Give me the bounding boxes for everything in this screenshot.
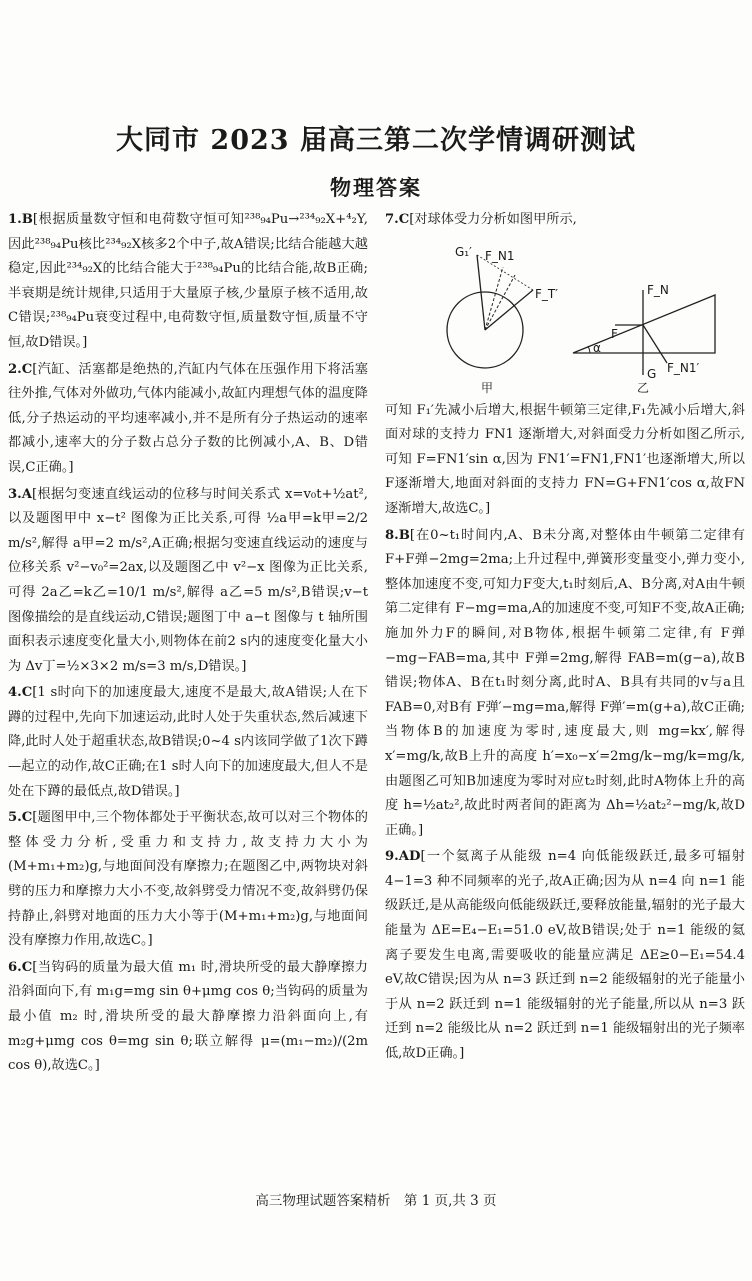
label-alpha: α bbox=[593, 340, 601, 355]
answer-item: 6.C[当钩码的质量为最大值 m₁ 时,滑块所受的最大静摩擦力沿斜面向下,有 m₁g=mg sin θ+μmg cos θ;当钩码的质量为最小值 m₂ 时,滑块所受的最大静摩擦力沿斜面向上,有 m₂g+μmg cos θ=mg sin θ;联立解得 μ=(m₁−m₂)/(2m cos θ),故选C。] bbox=[8, 959, 368, 1074]
answer-item: 2.C[汽缸、活塞都是绝热的,汽缸内气体在压强作用下将活塞往外推,气体对外做功,气体内能减小,故缸内理想气体的温度降低,分子热运动的平均速率减小,并不是所有分子热运动的速率都减小,速率大的分子数占总分子数的比例减小,A、B、D错误,C正确。] bbox=[8, 361, 368, 475]
page-title: 大同市 2023 届高三第二次学情调研测试 bbox=[116, 125, 636, 156]
label-ft: F_T′ bbox=[535, 286, 558, 301]
label-yi: 乙 bbox=[637, 380, 650, 395]
label-fn1: F_N1 bbox=[485, 248, 515, 263]
force-diagram bbox=[385, 235, 745, 395]
answer-item: 8.B[在0~t₁时间内,A、B未分离,对整体由牛顿第二定律有 F+F弹−2mg=2ma;上升过程中,弹簧形变量变小,弹力变小,整体加速度不变,可知力F变大,t₁时刻后,A、B分离,对A由牛顿第二定律有 F−mg=ma,A的加速度不变,可知F不变,故A正确;施加外力F的瞬间,对B物体,根据牛顿第二定律,有 F弹−mg−FAB=ma,其中 F弹=2mg,解得 FAB=m(g−a),故B错误;物体A、B在t₁时刻分离,此时A、B具有共同的v与a且 FAB=0,对B有 F弹′−mg=ma,解得 F弹′=m(g+a),故C正确;当物体B的加速度为零时,速度最大,则 mg=kx′,解得 x′=mg/k,故B上升的高度 h′=x₀−x′=2mg/k−mg/k=mg/k,由题图乙可知B加速度为零时对应t₂时刻,此时A物体上升的高度 h=½at₂²,故此时两者间的距离为 Δh=½at₂²−mg/k,故D正确。] bbox=[385, 527, 745, 838]
page-subtitle: 物理答案 bbox=[330, 175, 422, 200]
label-jia: 甲 bbox=[481, 380, 494, 395]
answer-item: 7.C[对球体受力分析如图甲所示, bbox=[385, 212, 577, 227]
label-f: F bbox=[611, 326, 618, 341]
answer-item: 9.AD[一个氦离子从能级 n=4 向低能级跃迁,最多可辐射 4−1=3 种不同频率的光子,故A正确;因为从 n=4 向 n=1 能级跃迁,是从高能级向低能级跃迁,要释放能量,辐射的光子最大能量为 ΔE=E₄−E₁=51.0 eV,故B错误;处于 n=1 能级的氦离子要发生电离,需要吸收的能量应满足 ΔE≥0−E₁=54.4 eV,故C错误;因为从 n=3 跃迁到 n=2 能级辐射的光子能量小于从 n=2 跃迁到 n=1 能级辐射的光子能量,所以从 n=3 跃迁到 n=2 能级比从 n=2 跃迁到 n=1 能级辐射出的光子频率低,故D正确。] bbox=[385, 849, 745, 1062]
page-footer: 高三物理试题答案精析 第 1 页,共 3 页 bbox=[255, 1193, 497, 1209]
answer-item: 5.C[题图甲中,三个物体都处于平衡状态,故可以对三个物体的整体受力分析,受重力和支持力,故支持力大小为(M+m₁+m₂)g,与地面间没有摩擦力;在题图乙中,两物块对斜劈的压力和摩擦力大小不变,故斜劈受力情况不变,故斜劈仍保持静止,斜劈对地面的压力大小等于(M+m₁+m₂)g,与地面间没有摩擦力作用,故选C。] bbox=[8, 810, 368, 949]
answer-item: 3.A[根据匀变速直线运动的位移与时间关系式 x=v₀t+½at²,以及题图甲中 x−t² 图像为正比关系,可得 ½a甲=k甲=2/2 m/s²,解得 a甲=2 m/s²,A正确;根据匀变速直线运动的速度与位移关系 v²−v₀²=2ax,以及题图乙中 v²−x 图像为正比关系,可得 2a乙=k乙=10/1 m/s²,解得 a乙=5 m/s²,B错误;v−t 图像描绘的是直线运动,C错误;题图丁中 a−t 图像与 t 轴所围面积表示速度变化量大小,则物体在前2 s内的速度变化量大小为 Δv丁=½×3×2 m/s=3 m/s,D错误。] bbox=[8, 486, 368, 674]
label-g: G bbox=[647, 366, 657, 381]
label-g1: G₁′ bbox=[455, 244, 472, 259]
answer-item: 1.B[根据质量数守恒和电荷数守恒可知²³⁸₉₄Pu→²³⁴₉₂X+⁴₂Y,因此²³⁸₉₄Pu核比²³⁴₉₂X核多2个中子,故A错误;比结合能越大越稳定,因此²³⁴₉₂X的比结合能大于²³⁸₉₄Pu的比结合能,故B正确;半衰期是统计规律,只适用于大量原子核,少量原子核不适用,故C错误;²³⁸₉₄Pu衰变过程中,电荷数守恒,质量数守恒,质量不守恒,故D错误。] bbox=[8, 212, 368, 350]
left-column bbox=[8, 208, 368, 1079]
answer-item: 4.C[1 s时向下的加速度最大,速度不是最大,故A错误;人在下蹲的过程中,先向下加速运动,此时人处于失重状态,然后减速下降,此时人处于超重状态,故B错误;0~4 s内该同学做了1次下蹲—起立的动作,故C正确;在1 s时人向下的加速度最大,但人不是处在下蹲的最低点,故D错误。] bbox=[8, 685, 368, 799]
label-fn1p: F_N1′ bbox=[667, 360, 700, 375]
right-column bbox=[385, 208, 745, 1067]
answer-item: 可知 F₁′先减小后增大,根据牛顿第三定律,F₁先减小后增大,斜面对球的支持力 FN1 逐渐增大,对斜面受力分析如图乙所示,可知 F=FN1′sin α,因为 FN1′=FN1,FN1′也逐渐增大,所以F逐渐增大,地面对斜面的支持力 FN=G+FN1′cos α,故FN逐渐增大,故选C。] bbox=[385, 402, 745, 516]
label-fn: F_N bbox=[647, 282, 669, 297]
